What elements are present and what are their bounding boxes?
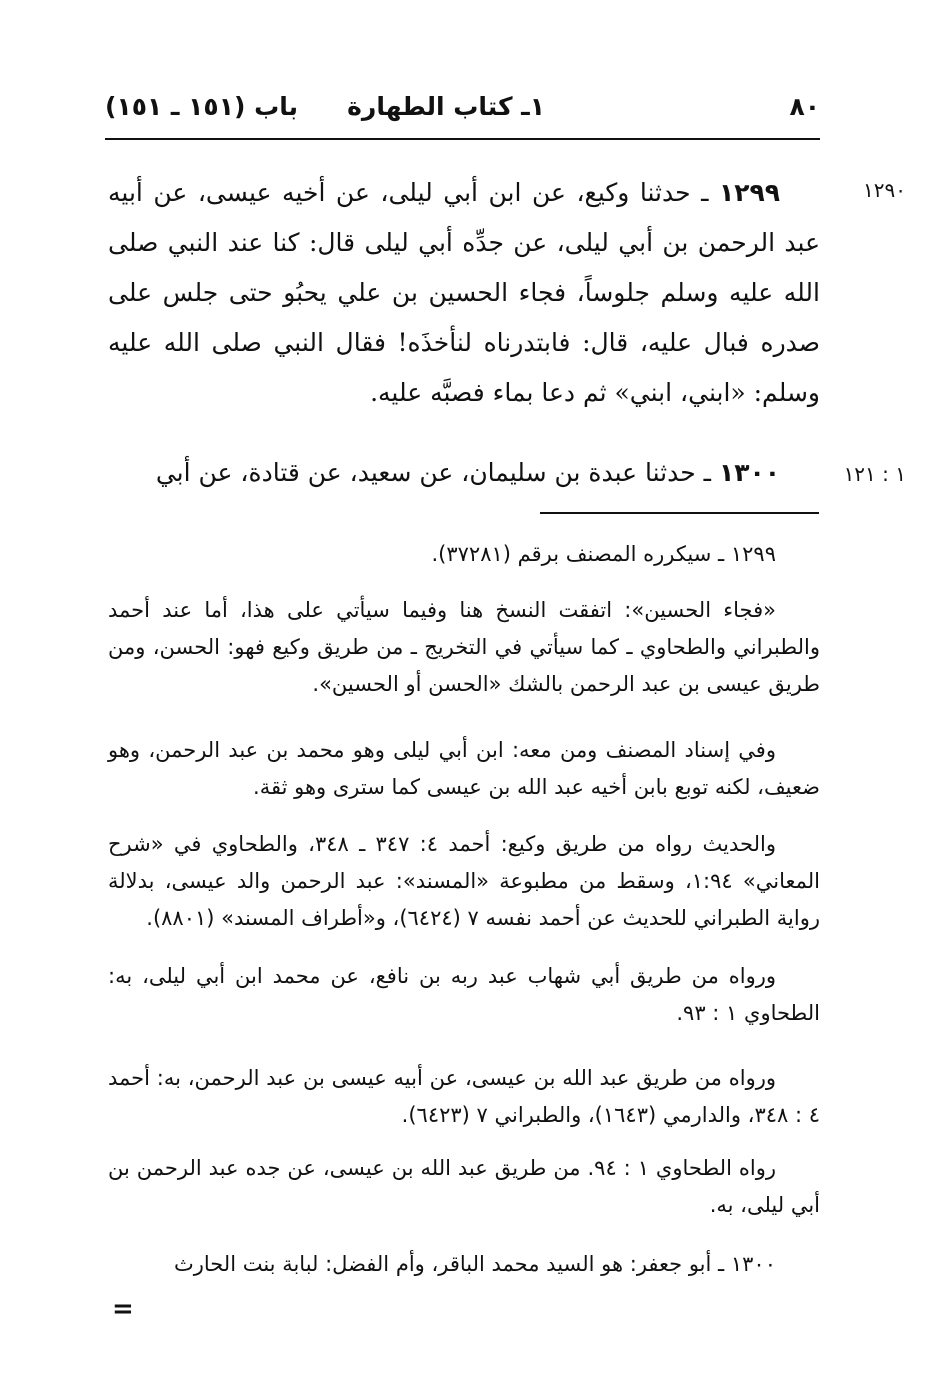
footnote: ١٢٩٩ ـ سيكرره المصنف برقم (٣٧٢٨١).: [431, 542, 776, 566]
page-number: ٨٠: [789, 92, 820, 121]
margin-reference: ١ : ١٢١: [843, 462, 906, 486]
hadith-number: ١٣٠٠: [718, 458, 780, 487]
hadith-text: ـ حدثنا وكيع، عن ابن أبي ليلى، عن أخيه عيسى، عن أبيه عبد الرحمن بن أبي ليلى، عن جدِّه أبي ليلى قال: كنا عند النبي صلى الله عليه وسلم جلوساً، فجاء الحسين بن علي يحبُو حتى جلس على صدره فبال عليه، قال: فابتدرناه لنأخذَه! فقال النبي صلى الله عليه وسلم: «ابني، ابني» ثم دعا بماء فصبَّه عليه.: [108, 178, 820, 407]
footnote: ورواه من طريق عبد الله بن عيسى، عن أبيه عيسى بن عبد الرحمن، به: أحمد ٤ : ٣٤٨، والدارمي (١٦٤٣)، والطبراني ٧ (٦٤٢٣).: [108, 1066, 820, 1127]
page-header: [105, 92, 820, 132]
footnote: وفي إسناد المصنف ومن معه: ابن أبي ليلى وهو محمد بن عبد الرحمن، وهو ضعيف، لكنه توبع بابن أخيه عبد الله بن عيسى كما سترى وهو ثقة.: [108, 738, 820, 799]
hadith-number: ١٢٩٩: [718, 178, 780, 207]
hadith-1299: [108, 168, 820, 418]
continuation-mark: =: [112, 1294, 134, 1324]
footnote: «فجاء الحسين»: اتفقت النسخ هنا وفيما سيأتي على هذا، أما عند أحمد والطبراني والطحاوي ـ كما سيأتي في التخريج ـ من طريق وكيع فهو: الحسن، ومن طريق عيسى بن عبد الرحمن بالشك «الحسن أو الحسين».: [108, 598, 820, 696]
hadith-text: ـ حدثنا عبدة بن سليمان، عن سعيد، عن قتادة، عن أبي: [155, 458, 719, 487]
book-title: ١ـ كتاب الطهارة: [347, 92, 545, 121]
chapter-title: باب (١٥١ ـ ١٥١): [105, 92, 298, 121]
footnote-divider: [540, 512, 819, 514]
footnote: رواه الطحاوي ١ : ٩٤. من طريق عبد الله بن عيسى، عن جده عبد الرحمن بن أبي ليلى، به.: [108, 1156, 820, 1217]
footnote: والحديث رواه من طريق وكيع: أحمد ٤: ٣٤٧ ـ ٣٤٨، والطحاوي في «شرح المعاني» ١:٩٤، وسقط من مطبوعة «المسند»: عبد الرحمن والد عيسى، بدلالة رواية الطبراني للحديث عن أحمد نفسه ٧ (٦٤٢٤)، و«أطراف المسند» (٨٨٠١).: [108, 832, 820, 930]
footnote: ورواه من طريق أبي شهاب عبد ربه بن نافع، عن محمد ابن أبي ليلى، به: الطحاوي ١ : ٩٣.: [108, 964, 820, 1025]
header-divider: [105, 138, 820, 140]
hadith-1300: [108, 448, 820, 498]
footnote: ١٣٠٠ ـ أبو جعفر: هو السيد محمد الباقر، وأم الفضل: لبابة بنت الحارث: [173, 1252, 776, 1276]
margin-reference: ١٢٩٠: [863, 178, 906, 202]
